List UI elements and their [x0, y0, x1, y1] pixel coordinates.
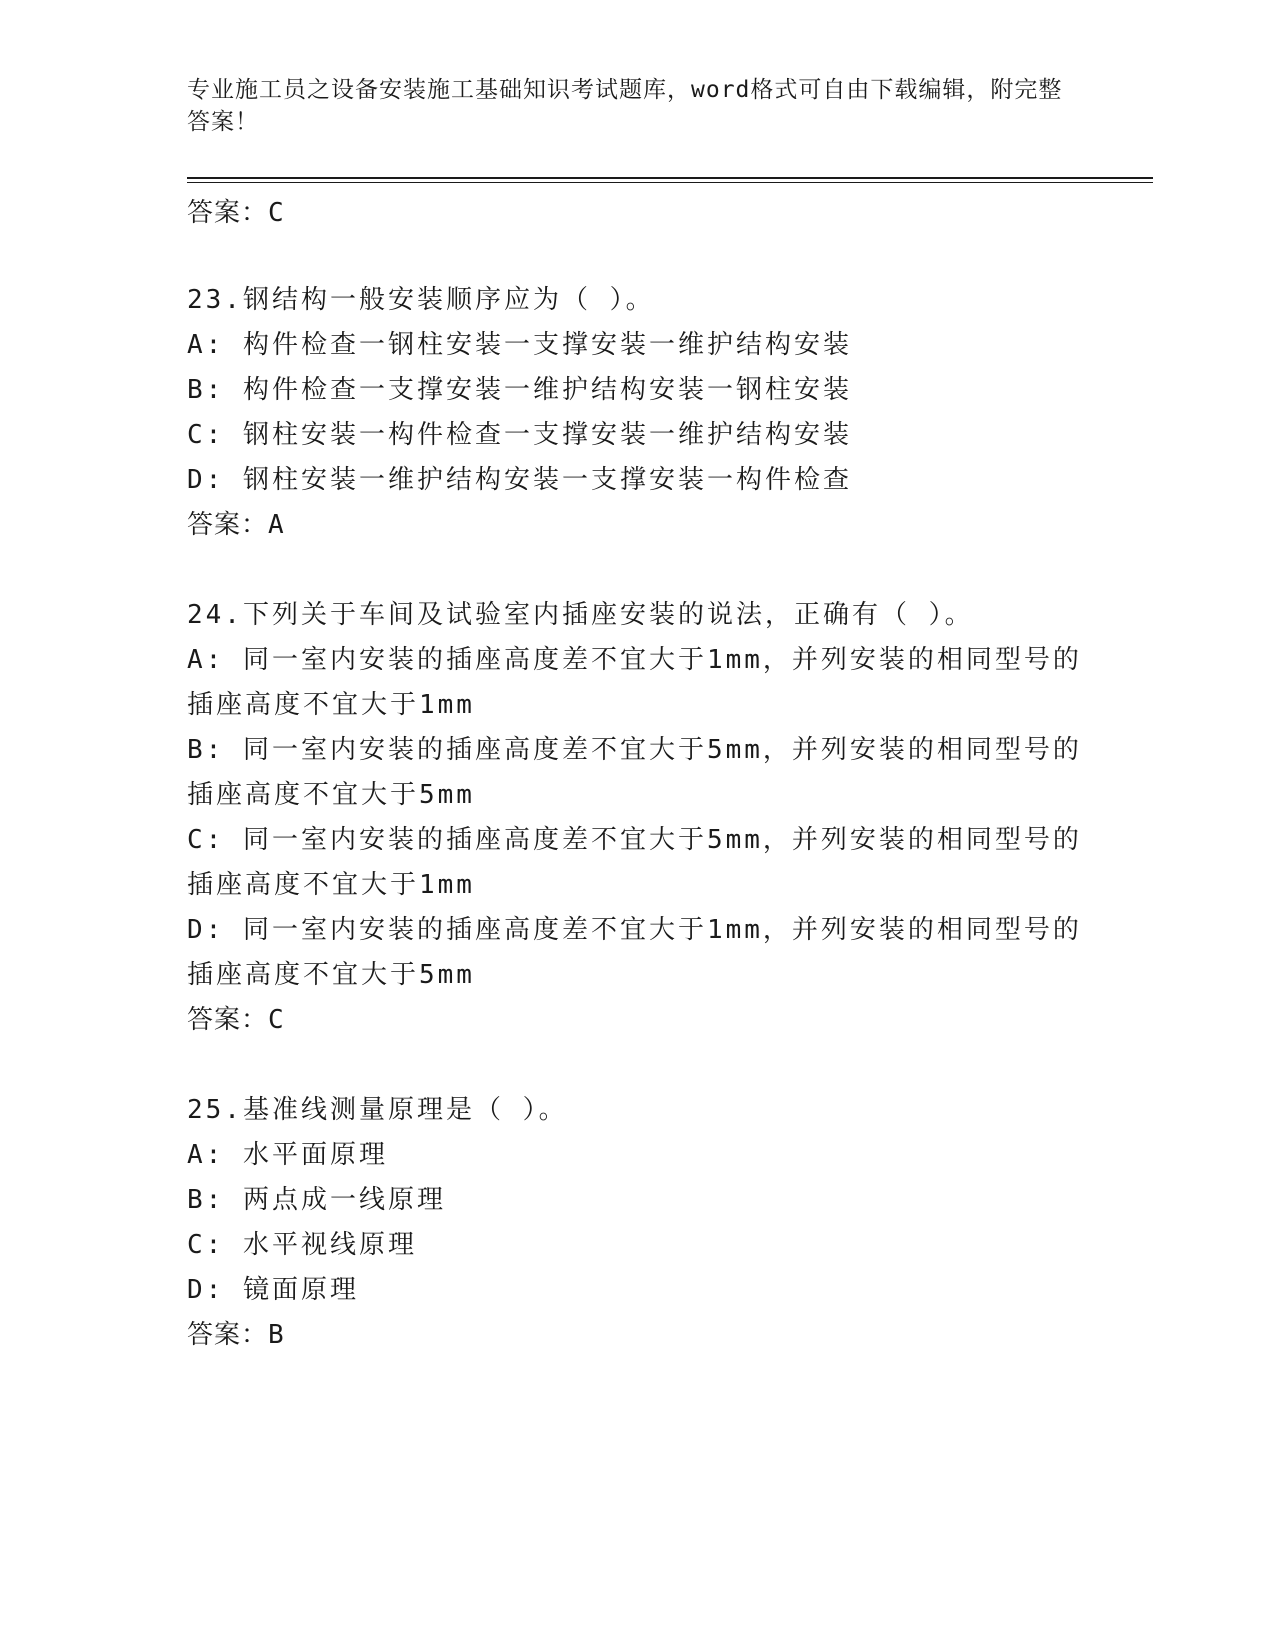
question-25-answer: 答案：B	[187, 1320, 285, 1350]
question-23-option-d: D: 钢柱安装一维护结构安装一支撑安装一构件检查	[187, 465, 852, 495]
question-24-option-a: A: 同一室内安装的插座高度差不宜大于1mm，并列安装的相同型号的	[187, 645, 1082, 675]
question-23-answer: 答案：A	[187, 510, 285, 540]
question-24-stem: 24.下列关于车间及试验室内插座安装的说法，正确有（ ）。	[187, 600, 974, 630]
question-23-option-b: B: 构件检查一支撑安装一维护结构安装一钢柱安装	[187, 375, 852, 405]
question-24-option-a-cont: 插座高度不宜大于1mm	[187, 690, 475, 720]
question-25-option-a: A: 水平面原理	[187, 1140, 388, 1170]
header-divider-thin	[187, 182, 1153, 183]
question-25-option-b: B: 两点成一线原理	[187, 1185, 446, 1215]
header-divider	[187, 177, 1153, 179]
question-24-option-b-cont: 插座高度不宜大于5mm	[187, 780, 475, 810]
question-24-option-d: D: 同一室内安装的插座高度差不宜大于1mm，并列安装的相同型号的	[187, 915, 1082, 945]
previous-answer: 答案：C	[187, 198, 285, 228]
question-24-answer: 答案：C	[187, 1005, 285, 1035]
question-24-option-c: C: 同一室内安装的插座高度差不宜大于5mm，并列安装的相同型号的	[187, 825, 1082, 855]
question-25-option-d: D: 镜面原理	[187, 1275, 359, 1305]
question-25-stem: 25.基准线测量原理是（ ）。	[187, 1095, 568, 1125]
question-24-option-c-cont: 插座高度不宜大于1mm	[187, 870, 475, 900]
question-23-option-a: A: 构件检查一钢柱安装一支撑安装一维护结构安装	[187, 330, 852, 360]
question-25-option-c: C: 水平视线原理	[187, 1230, 417, 1260]
document-header: 专业施工员之设备安装施工基础知识考试题库，word格式可自由下载编辑，附完整答案！	[187, 77, 1063, 135]
question-24-option-d-cont: 插座高度不宜大于5mm	[187, 960, 475, 990]
question-23-option-c: C: 钢柱安装一构件检查一支撑安装一维护结构安装	[187, 420, 852, 450]
question-23-stem: 23.钢结构一般安装顺序应为（ ）。	[187, 285, 655, 315]
question-24-option-b: B: 同一室内安装的插座高度差不宜大于5mm，并列安装的相同型号的	[187, 735, 1082, 765]
